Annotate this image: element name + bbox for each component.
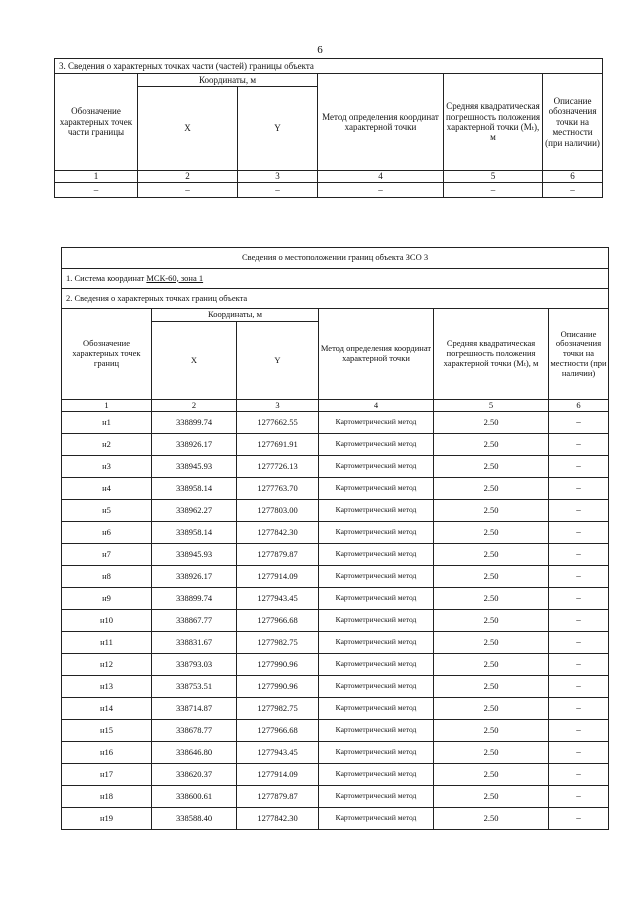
column-number: 6 [543,171,603,183]
column-number: 2 [152,400,237,412]
coordinate-system-label: 1. Система координат [66,272,147,283]
method-cell: Картометрический метод [319,500,434,522]
column-numbers-row [62,400,609,412]
y-coordinate-cell: 1277726.13 [237,456,319,478]
description-cell: – [549,654,609,676]
header-coords: Координаты, м [152,309,319,322]
empty-row [55,183,603,198]
column-number: 3 [238,171,318,183]
coordinate-system [62,269,609,289]
table-row [62,742,609,764]
table-row [62,632,609,654]
table-row [62,610,609,632]
point-id-cell: н6 [62,522,152,544]
error-cell: 2.50 [434,566,549,588]
section3-title: 3. Сведения о характерных точках части (частей) границы объекта [55,59,603,74]
x-coordinate-cell: 338714.87 [152,698,237,720]
description-cell: – [549,566,609,588]
x-coordinate-cell: 338753.51 [152,676,237,698]
y-coordinate-cell: 1277763.70 [237,478,319,500]
description-cell: – [549,698,609,720]
description-cell: – [549,610,609,632]
point-id-cell: н3 [62,456,152,478]
x-coordinate-cell: 338678.77 [152,720,237,742]
page-number: 6 [317,44,323,56]
section3-table [54,58,603,198]
method-cell: Картометрический метод [319,764,434,786]
point-id-cell: н11 [62,632,152,654]
point-id-cell: н13 [62,676,152,698]
y-coordinate-cell: 1277803.00 [237,500,319,522]
description-cell: – [549,742,609,764]
point-id-cell: н17 [62,764,152,786]
error-cell: 2.50 [434,632,549,654]
description-cell: – [549,786,609,808]
table-row [62,764,609,786]
header-x: X [138,87,238,171]
point-id-cell: н7 [62,544,152,566]
description-cell: – [549,412,609,434]
x-coordinate-cell: 338831.67 [152,632,237,654]
table-row [62,456,609,478]
method-cell: Картометрический метод [319,808,434,830]
method-cell: Картометрический метод [319,610,434,632]
empty-cell: – [55,183,138,198]
method-cell: Картометрический метод [319,566,434,588]
column-number: 4 [319,400,434,412]
x-coordinate-cell: 338926.17 [152,566,237,588]
point-id-cell: н9 [62,588,152,610]
error-cell: 2.50 [434,544,549,566]
error-cell: 2.50 [434,808,549,830]
description-cell: – [549,676,609,698]
column-number: 5 [444,171,543,183]
y-coordinate-cell: 1277943.45 [237,588,319,610]
x-coordinate-cell: 338620.37 [152,764,237,786]
y-coordinate-cell: 1277914.09 [237,566,319,588]
table-row [62,522,609,544]
x-coordinate-cell: 338899.74 [152,588,237,610]
description-cell: – [549,588,609,610]
empty-cell: – [238,183,318,198]
x-coordinate-cell: 338945.93 [152,456,237,478]
error-cell: 2.50 [434,522,549,544]
point-id-cell: н4 [62,478,152,500]
table-row [62,544,609,566]
error-cell: 2.50 [434,654,549,676]
y-coordinate-cell: 1277990.96 [237,676,319,698]
y-coordinate-cell: 1277691.91 [237,434,319,456]
zone-points-table [61,247,609,830]
table-row [62,786,609,808]
column-number: 5 [434,400,549,412]
error-cell: 2.50 [434,764,549,786]
y-coordinate-cell: 1277914.09 [237,764,319,786]
table-row [62,698,609,720]
description-cell: – [549,808,609,830]
method-cell: Картометрический метод [319,588,434,610]
y-coordinate-cell: 1277990.96 [237,654,319,676]
error-cell: 2.50 [434,456,549,478]
x-coordinate-cell: 338945.93 [152,544,237,566]
point-id-cell: н16 [62,742,152,764]
y-coordinate-cell: 1277879.87 [237,786,319,808]
method-cell: Картометрический метод [319,632,434,654]
error-cell: 2.50 [434,500,549,522]
column-number: 4 [318,171,444,183]
error-cell: 2.50 [434,786,549,808]
column-number: 2 [138,171,238,183]
empty-cell: – [138,183,238,198]
point-id-cell: н14 [62,698,152,720]
header-error: Средняя квадратическая погрешность положения характерной точки (Mₜ), м [434,309,549,400]
table-row [62,654,609,676]
description-cell: – [549,478,609,500]
error-cell: 2.50 [434,676,549,698]
description-cell: – [549,720,609,742]
error-cell: 2.50 [434,434,549,456]
x-coordinate-cell: 338793.03 [152,654,237,676]
column-numbers-row [55,171,603,183]
table-row [62,478,609,500]
x-coordinate-cell: 338867.77 [152,610,237,632]
point-id-cell: н10 [62,610,152,632]
y-coordinate-cell: 1277966.68 [237,720,319,742]
header-description: Описание обозначения точки на местности (при наличии) [543,74,603,171]
table-row [62,434,609,456]
coordinate-system-value: МСК-60, зона 1 [146,272,204,283]
header-method: Метод определения координат характерной точки [319,309,434,400]
table-row [62,808,609,830]
column-number: 3 [237,400,319,412]
point-id-cell: н18 [62,786,152,808]
description-cell: – [549,456,609,478]
x-coordinate-cell: 338926.17 [152,434,237,456]
column-number: 6 [549,400,609,412]
header-description: Описание обозначения точки на местности (при наличии) [549,309,609,400]
method-cell: Картометрический метод [319,720,434,742]
point-id-cell: н2 [62,434,152,456]
method-cell: Картометрический метод [319,522,434,544]
table-row [62,412,609,434]
point-id-cell: н19 [62,808,152,830]
table-row [62,500,609,522]
error-cell: 2.50 [434,742,549,764]
description-cell: – [549,434,609,456]
error-cell: 2.50 [434,412,549,434]
point-id-cell: н8 [62,566,152,588]
method-cell: Картометрический метод [319,544,434,566]
x-coordinate-cell: 338962.27 [152,500,237,522]
method-cell: Картометрический метод [319,654,434,676]
method-cell: Картометрический метод [319,434,434,456]
header-coords: Координаты, м [138,74,318,87]
point-id-cell: н1 [62,412,152,434]
point-id-cell: н5 [62,500,152,522]
method-cell: Картометрический метод [319,412,434,434]
x-coordinate-cell: 338588.40 [152,808,237,830]
point-id-cell: н15 [62,720,152,742]
y-coordinate-cell: 1277879.87 [237,544,319,566]
y-coordinate-cell: 1277842.30 [237,522,319,544]
table-row [62,588,609,610]
error-cell: 2.50 [434,610,549,632]
y-coordinate-cell: 1277943.45 [237,742,319,764]
y-coordinate-cell: 1277982.75 [237,698,319,720]
y-coordinate-cell: 1277966.68 [237,610,319,632]
header-designation: Обозначение характерных точек границ [62,309,152,400]
y-coordinate-cell: 1277982.75 [237,632,319,654]
method-cell: Картометрический метод [319,698,434,720]
method-cell: Картометрический метод [319,456,434,478]
error-cell: 2.50 [434,720,549,742]
method-cell: Картометрический метод [319,786,434,808]
header-y: Y [237,322,319,400]
x-coordinate-cell: 338958.14 [152,478,237,500]
y-coordinate-cell: 1277662.55 [237,412,319,434]
description-cell: – [549,500,609,522]
zone-title: Сведения о местоположении границ объекта ЗСО 3 [62,248,609,269]
method-cell: Картометрический метод [319,742,434,764]
description-cell: – [549,632,609,654]
header-designation: Обозначение характерных точек части границы [55,74,138,171]
error-cell: 2.50 [434,478,549,500]
empty-cell: – [543,183,603,198]
header-x: X [152,322,237,400]
method-cell: Картометрический метод [319,478,434,500]
column-number: 1 [62,400,152,412]
description-cell: – [549,522,609,544]
empty-cell: – [444,183,543,198]
description-cell: – [549,764,609,786]
empty-cell: – [318,183,444,198]
description-cell: – [549,544,609,566]
table-row [62,676,609,698]
x-coordinate-cell: 338600.61 [152,786,237,808]
x-coordinate-cell: 338899.74 [152,412,237,434]
column-number: 1 [55,171,138,183]
point-id-cell: н12 [62,654,152,676]
header-method: Метод определения координат характерной точки [318,74,444,171]
section2-title: 2. Сведения о характерных точках границ объекта [62,289,609,309]
x-coordinate-cell: 338646.80 [152,742,237,764]
x-coordinate-cell: 338958.14 [152,522,237,544]
method-cell: Картометрический метод [319,676,434,698]
error-cell: 2.50 [434,588,549,610]
header-y: Y [238,87,318,171]
error-cell: 2.50 [434,698,549,720]
y-coordinate-cell: 1277842.30 [237,808,319,830]
header-error: Средняя квадратическая погрешность положения характерной точки (Mₜ), м [444,74,543,171]
table-row [62,720,609,742]
table-row [62,566,609,588]
